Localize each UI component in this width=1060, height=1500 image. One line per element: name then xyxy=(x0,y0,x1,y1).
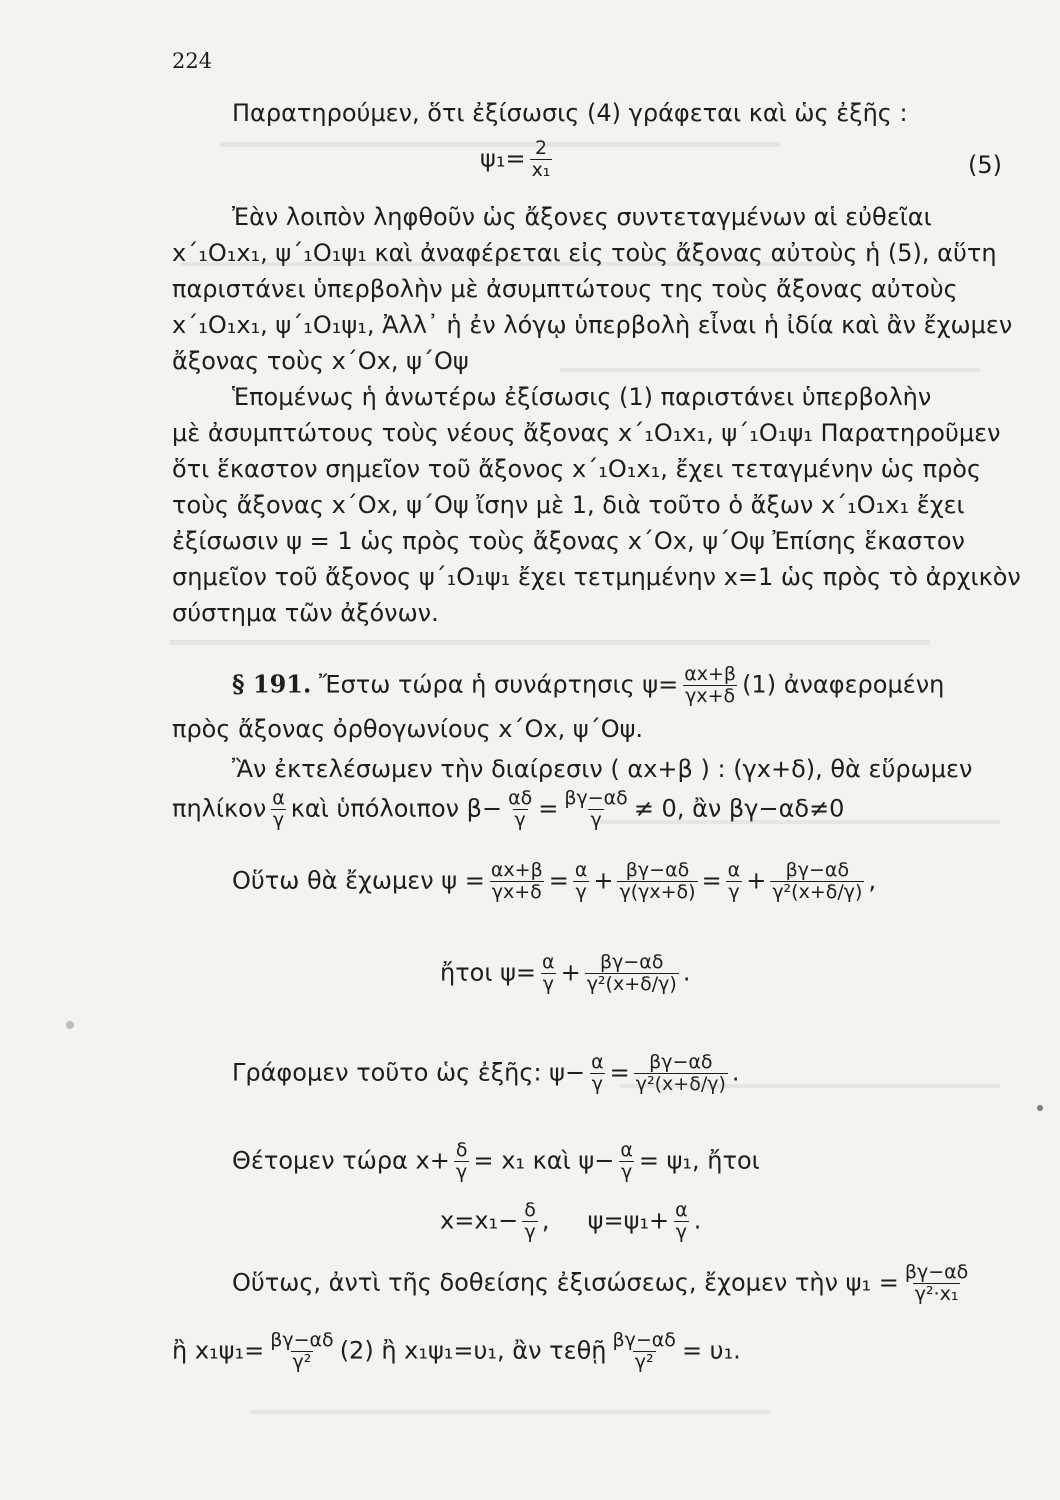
s191-den: γx+δ xyxy=(685,685,736,707)
intro-line: Παρατηρούμεν, ὅτι ἐξίσωσις (4) γράφεται καὶ ὡς ἐξῆς : xyxy=(232,99,908,127)
xeq-b: , ψ=ψ₁+ xyxy=(541,1206,670,1235)
xeq-f2-den: γ xyxy=(675,1221,688,1243)
quot-s-fraction xyxy=(562,788,629,831)
itoi-f2-num: βγ−αδ xyxy=(600,951,664,973)
xeq-f2-num: α xyxy=(675,1199,688,1221)
theto-pre: Θέτομεν τώρα x+ xyxy=(232,1146,450,1175)
outo-f2 xyxy=(573,860,590,903)
quot-post: ≠ 0, ἂν βγ−αδ≠0 xyxy=(633,794,845,823)
grafo-dot: . xyxy=(731,1058,740,1087)
quot-q-fraction xyxy=(270,788,287,831)
grafo-pre: Γράφομεν τοῦτο ὡς ἐξῆς: ψ− xyxy=(232,1058,586,1087)
p1-line-3: παριστάνει ὑπερβολὴν μὲ ἀσυμπτώτους της τοὺς ἄξονας αὐτοὺς xyxy=(172,275,958,303)
quot-r-num: αδ xyxy=(508,787,533,809)
outo-f5-den: γ²(x+δ/γ) xyxy=(772,881,863,903)
outo-f4-num: α xyxy=(727,859,741,881)
p2-line-1: Ἑπομένως ἡ ἀνωτέρω ἐξίσωσις (1) παριστάνει ὑπερβολὴν xyxy=(232,383,932,411)
outos-num: βγ−αδ xyxy=(904,1261,969,1283)
grafo-f1-num: α xyxy=(591,1051,604,1073)
outo-eq-1: = xyxy=(548,866,569,895)
itoi-line xyxy=(440,952,690,995)
quot-q-den: γ xyxy=(272,809,285,831)
theto-mid: = x₁ καὶ ψ− xyxy=(473,1146,615,1175)
itoi-f1-num: α xyxy=(542,951,555,973)
theto-f1 xyxy=(454,1140,470,1183)
xeq-dot: . xyxy=(693,1206,702,1235)
theto-post: = ψ₁, ἤτοι xyxy=(638,1146,760,1175)
itoi-f1 xyxy=(540,952,557,995)
quot-eq: = xyxy=(538,794,559,823)
theto-f1-den: γ xyxy=(456,1161,468,1183)
s191-line-3: Ἂν ἐκτελέσωμεν τὴν διαίρεσιν ( αx+β ) : (γx+δ), θὰ εὕρωμεν xyxy=(232,755,973,783)
p2-line-2: μὲ ἀσυμπτώτους τοὺς νέους ἄξονας x΄₁O₁x₁, ψ΄₁O₁ψ₁ Παρατηροῦμεν xyxy=(172,419,1001,447)
p1-line-4: x΄₁O₁x₁, ψ΄₁O₁ψ₁, Ἀλλ᾽ ἡ ἐν λόγῳ ὑπερβολὴ εἶναι ἡ ἰδία καὶ ἂν ἔχωμεν xyxy=(172,311,1013,339)
last-f1-num: βγ−αδ xyxy=(270,1329,334,1351)
last-a: ἢ x₁ψ₁= xyxy=(172,1336,265,1365)
grafo-f1-den: γ xyxy=(591,1073,604,1095)
itoi-f2-den: γ²(x+δ/γ) xyxy=(586,973,677,995)
theto-f2-num: α xyxy=(620,1139,633,1161)
outo-comma: , xyxy=(868,866,877,895)
s191-pre: Ἔστω τώρα ἡ συνάρτησις ψ= xyxy=(319,670,679,699)
outo-plus-1: + xyxy=(593,866,614,895)
itoi-plus: + xyxy=(560,958,581,987)
grafo-f2-den: γ²(x+δ/γ) xyxy=(635,1073,726,1095)
equation-5 xyxy=(480,138,556,181)
theto-f1-num: δ xyxy=(455,1139,468,1161)
last-f1-den: γ² xyxy=(292,1351,312,1373)
outos-fraction xyxy=(903,1262,970,1305)
p1-line-2: x΄₁O₁x₁, ψ΄₁O₁ψ₁ καὶ ἀναφέρεται εἰς τοὺς ἄξονας αὐτοὺς ἡ (5), αὕτη xyxy=(172,239,997,267)
quot-q-num: α xyxy=(272,787,285,809)
outo-f2-num: α xyxy=(574,859,588,881)
s191-post: (1) ἀναφερομένη xyxy=(742,670,945,699)
itoi-f1-den: γ xyxy=(542,973,554,995)
itoi-dot: . xyxy=(682,958,691,987)
outo-f3 xyxy=(617,860,697,903)
p1-line-1: Ἐὰν λοιπὸν ληφθοῦν ὡς ἄξονες συντεταγμένων αἱ εὐθεῖαι xyxy=(232,203,932,231)
grafo-line xyxy=(232,1052,740,1095)
last-line xyxy=(172,1330,741,1373)
outo-f4 xyxy=(726,860,743,903)
quot-pre: πηλίκον xyxy=(172,794,267,823)
grafo-f2 xyxy=(634,1052,728,1095)
p2-line-7: σύστημα τῶν ἀξόνων. xyxy=(172,599,439,627)
eq5-den: x₁ xyxy=(531,159,551,181)
eq5-num: 2 xyxy=(534,137,548,159)
outo-f5 xyxy=(770,860,864,903)
p2-line-4: τοὺς ἄξονας x΄Ox, ψ΄Oψ ἴσην μὲ 1, διὰ τοῦτο ὁ ἄξων x΄₁O₁x₁ ἔχει xyxy=(172,491,965,519)
outo-f1 xyxy=(489,860,545,903)
s191-line-2: πρὸς ἄξονας ὀρθογωνίους x΄Ox, ψ΄Oψ. xyxy=(172,715,644,743)
grafo-eq: = xyxy=(609,1058,630,1087)
outo-f2-den: γ xyxy=(575,881,587,903)
xeq-f1-num: δ xyxy=(524,1199,536,1221)
section-191-line xyxy=(232,664,944,707)
eq5-tag: (5) xyxy=(968,151,1002,179)
quot-r-den: γ xyxy=(514,809,526,831)
xeq-f1-den: γ xyxy=(524,1221,536,1243)
last-b: (2) ἢ x₁ψ₁=υ₁, ἂν τεθῇ xyxy=(339,1336,607,1365)
quot-r-fraction xyxy=(506,788,534,831)
outo-f5-num: βγ−αδ xyxy=(785,859,850,881)
quot-mid: καὶ ὑπόλοιπον β− xyxy=(290,794,503,823)
paper-speck xyxy=(1037,1105,1043,1111)
outos-pre: Οὕτως, ἀντὶ τῆς δοθείσης ἐξισώσεως, ἔχομεν τὴν ψ₁ = xyxy=(232,1268,899,1297)
itoi-pre: ἤτοι ψ= xyxy=(440,958,537,987)
outo-f1-den: γx+δ xyxy=(491,881,542,903)
outo-f1-num: αx+β xyxy=(490,859,543,881)
p2-line-3: ὅτι ἕκαστον σημεῖον τοῦ ἄξονος x΄₁O₁x₁, ἔχει τεταγμένην ὡς πρὸς xyxy=(172,455,982,483)
eq5-lhs: ψ₁= xyxy=(480,144,526,173)
outo-f4-den: γ xyxy=(728,881,740,903)
outo-f3-den: γ(γx+δ) xyxy=(619,881,696,903)
quotient-line xyxy=(172,788,844,831)
last-f2 xyxy=(610,1330,677,1373)
last-f2-num: βγ−αδ xyxy=(612,1329,676,1351)
s191-fraction xyxy=(682,664,738,707)
eq5-fraction xyxy=(530,138,553,181)
paper-speck xyxy=(66,1021,74,1029)
last-f2-den: γ² xyxy=(634,1351,654,1373)
theto-f2 xyxy=(618,1140,635,1183)
p2-line-5: ἐξίσωσιν ψ = 1 ὡς πρὸς τοὺς ἄξονας x΄Ox, ψ΄Oψ Ἐπίσης ἕκαστον xyxy=(172,527,965,555)
page-number: 224 xyxy=(172,49,213,73)
outos-line xyxy=(232,1262,974,1305)
theto-f2-den: γ xyxy=(620,1161,633,1183)
quot-s-num: βγ−αδ xyxy=(564,787,628,809)
theto-line xyxy=(232,1140,760,1183)
outo-pre: Οὕτω θὰ ἔχωμεν ψ = xyxy=(232,866,485,895)
xeq-f2 xyxy=(673,1200,690,1243)
outo-line xyxy=(232,860,876,903)
itoi-f2 xyxy=(585,952,679,995)
outos-den: γ²·x₁ xyxy=(914,1283,959,1305)
section-label: § 191. xyxy=(232,669,312,699)
last-c: = υ₁. xyxy=(681,1336,741,1365)
p2-line-6: σημεῖον τοῦ ἄξονος ψ΄₁O₁ψ₁ ἔχει τετμημένην x=1 ὡς πρὸς τὸ ἀρχικὸν xyxy=(172,563,1021,591)
s191-num: αx+β xyxy=(684,663,737,685)
outo-f3-num: βγ−αδ xyxy=(625,859,690,881)
outo-eq-2: = xyxy=(701,866,722,895)
quot-s-den: γ xyxy=(590,809,602,831)
outo-plus-2: + xyxy=(746,866,767,895)
grafo-f1 xyxy=(589,1052,606,1095)
grafo-f2-num: βγ−αδ xyxy=(649,1051,713,1073)
xeq-line xyxy=(440,1200,701,1243)
p1-line-5: ἄξονας τοὺς x΄Ox, ψ΄Oψ xyxy=(172,347,469,375)
xeq-f1 xyxy=(522,1200,538,1243)
xeq-a: x=x₁− xyxy=(440,1206,519,1235)
last-f1 xyxy=(268,1330,335,1373)
